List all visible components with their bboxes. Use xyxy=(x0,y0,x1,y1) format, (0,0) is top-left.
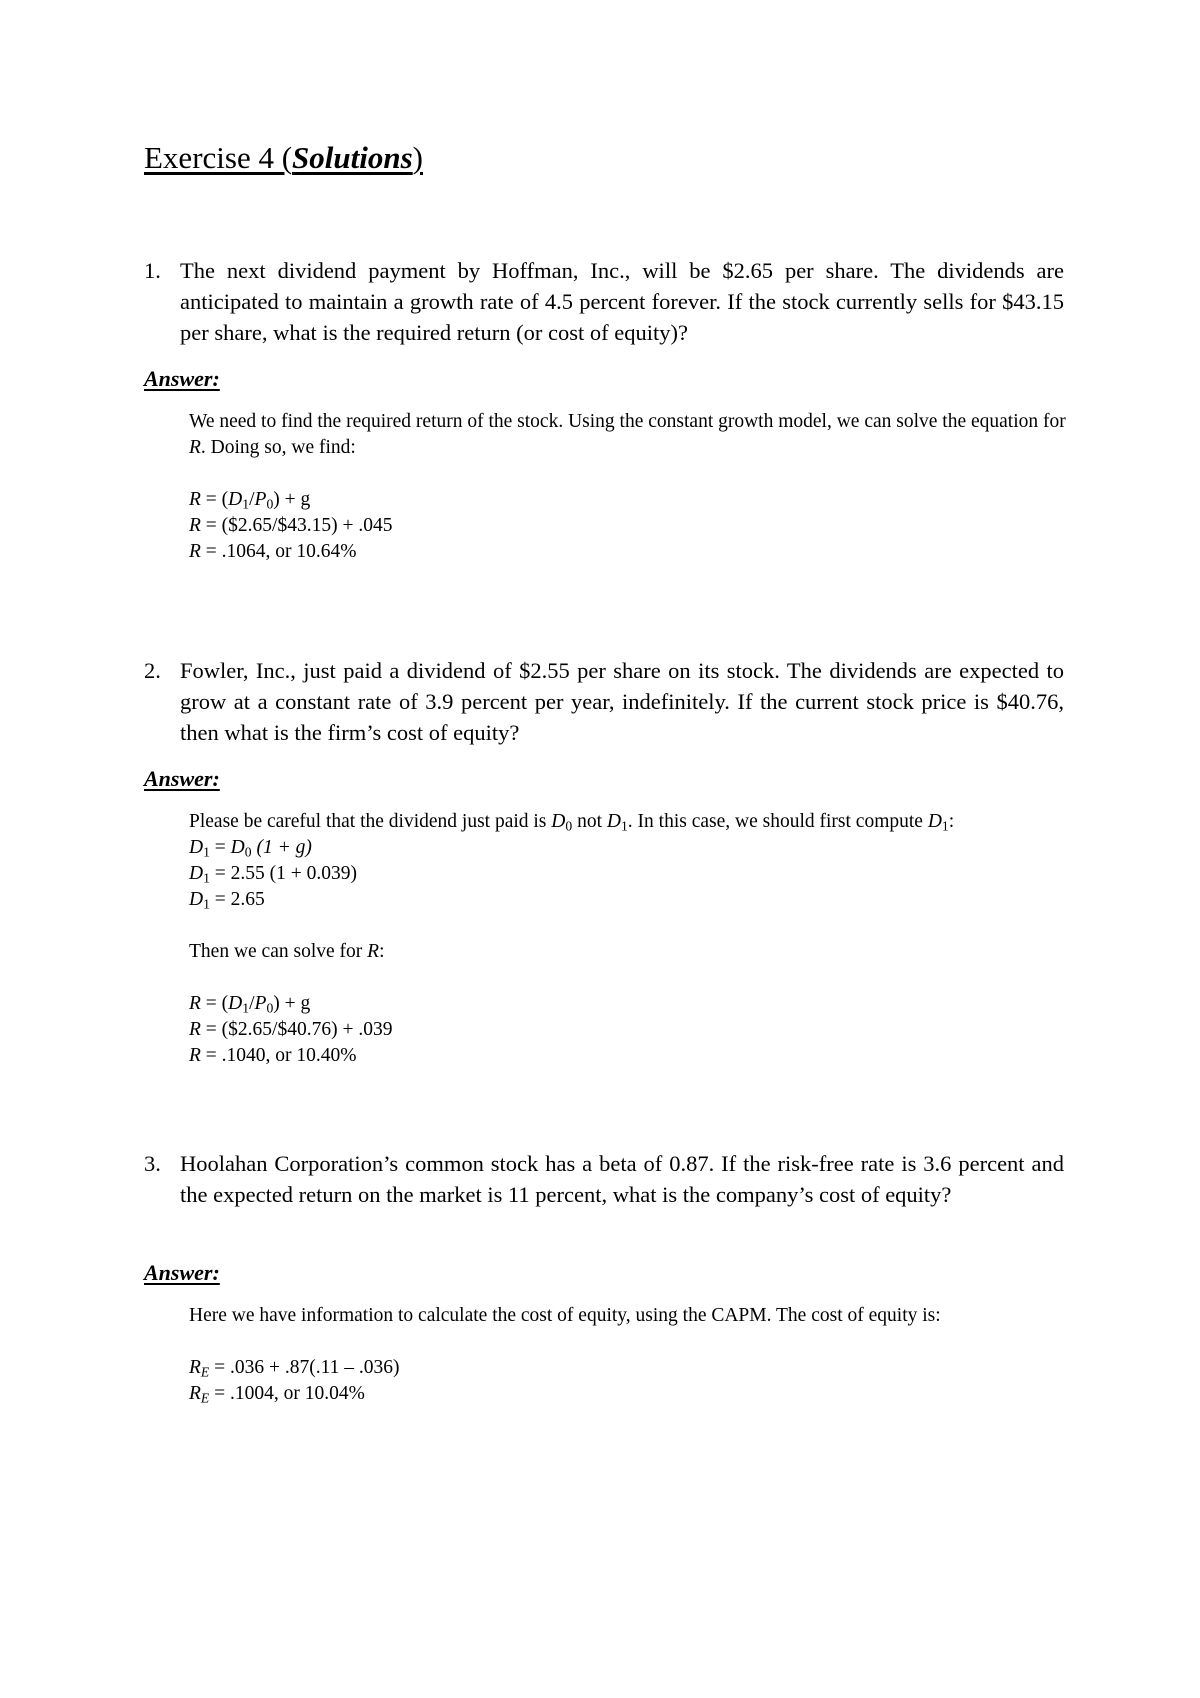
question-text: Hoolahan Corporation’s common stock has a beta of 0.87. If the risk-free rate is 3.6 percent and the expected return on the market is 11 percent, what is the company’s cost of equity? xyxy=(180,1151,1064,1207)
question-number: 1. xyxy=(144,258,161,283)
answer-3 xyxy=(189,1303,1069,1407)
question-1 xyxy=(144,255,1064,348)
question-number: 3. xyxy=(144,1151,161,1176)
answer-intro: We need to find the required return of the stock. Using the constant growth model, we can solve the equation for R. Doing so, we find: xyxy=(189,411,1066,458)
question-text: The next dividend payment by Hoffman, Inc., will be $2.65 per share. The dividends are anticipated to maintain a growth rate of 4.5 percent forever. If the stock currently sells for $43.15 per share, what is the required return (or cost of equity)? xyxy=(180,258,1064,345)
answer-1 xyxy=(189,409,1069,565)
question-number: 2. xyxy=(144,658,161,683)
equation: $R = (D_1/P_0) + g$ xyxy=(189,489,311,512)
title-text: Exercise 4 ( xyxy=(144,140,293,175)
equation: R = ($2.65/$40.76) + .039 xyxy=(189,1019,393,1040)
equation: $R_E = .036 + .87(.11 - .036)$ xyxy=(189,1357,400,1380)
question-2 xyxy=(144,655,1064,748)
answer-intro: Please be careful that the dividend just paid is $D_0$ not $D_1$. In this case, we should first compute $D_1$: xyxy=(189,811,955,834)
question-text: Fowler, Inc., just paid a dividend of $2.55 per share on its stock. The dividends are expected to grow at a constant rate of 3.9 percent per year, indefinitely. If the current stock price is $40.76, then what is the firm’s cost of equity? xyxy=(180,658,1064,745)
equation-result: R = .1040, or 10.40% xyxy=(189,1045,357,1066)
equation-result: R = .1064, or 10.64% xyxy=(189,541,357,562)
answer-intro: Here we have information to calculate the cost of equity, using the CAPM. The cost of equity is: xyxy=(189,1305,941,1326)
title-close: ) xyxy=(412,140,423,175)
title-solutions: Solutions xyxy=(292,140,413,175)
equation-result: $D_1 = 2.65$ xyxy=(189,889,265,912)
answer-2 xyxy=(189,809,1069,1069)
answer-text: Then we can solve for R: xyxy=(189,941,385,962)
equation: $D_1 = 2.55$ (1 + 0.039) xyxy=(189,863,358,886)
answer-label-3: Answer: xyxy=(144,1260,220,1285)
page-title xyxy=(144,140,423,176)
question-3 xyxy=(144,1148,1064,1210)
equation: $D_1 = D_0$ (1 + g) xyxy=(189,837,312,860)
equation-result: $R_E = .1004$, or 10.04% xyxy=(189,1383,365,1406)
equation: $R = (D_1/P_0) + g$ xyxy=(189,993,311,1016)
equation: R = ($2.65/$43.15) + .045 xyxy=(189,515,393,536)
answer-label-2: Answer: xyxy=(144,766,220,791)
answer-label-1: Answer: xyxy=(144,366,220,391)
